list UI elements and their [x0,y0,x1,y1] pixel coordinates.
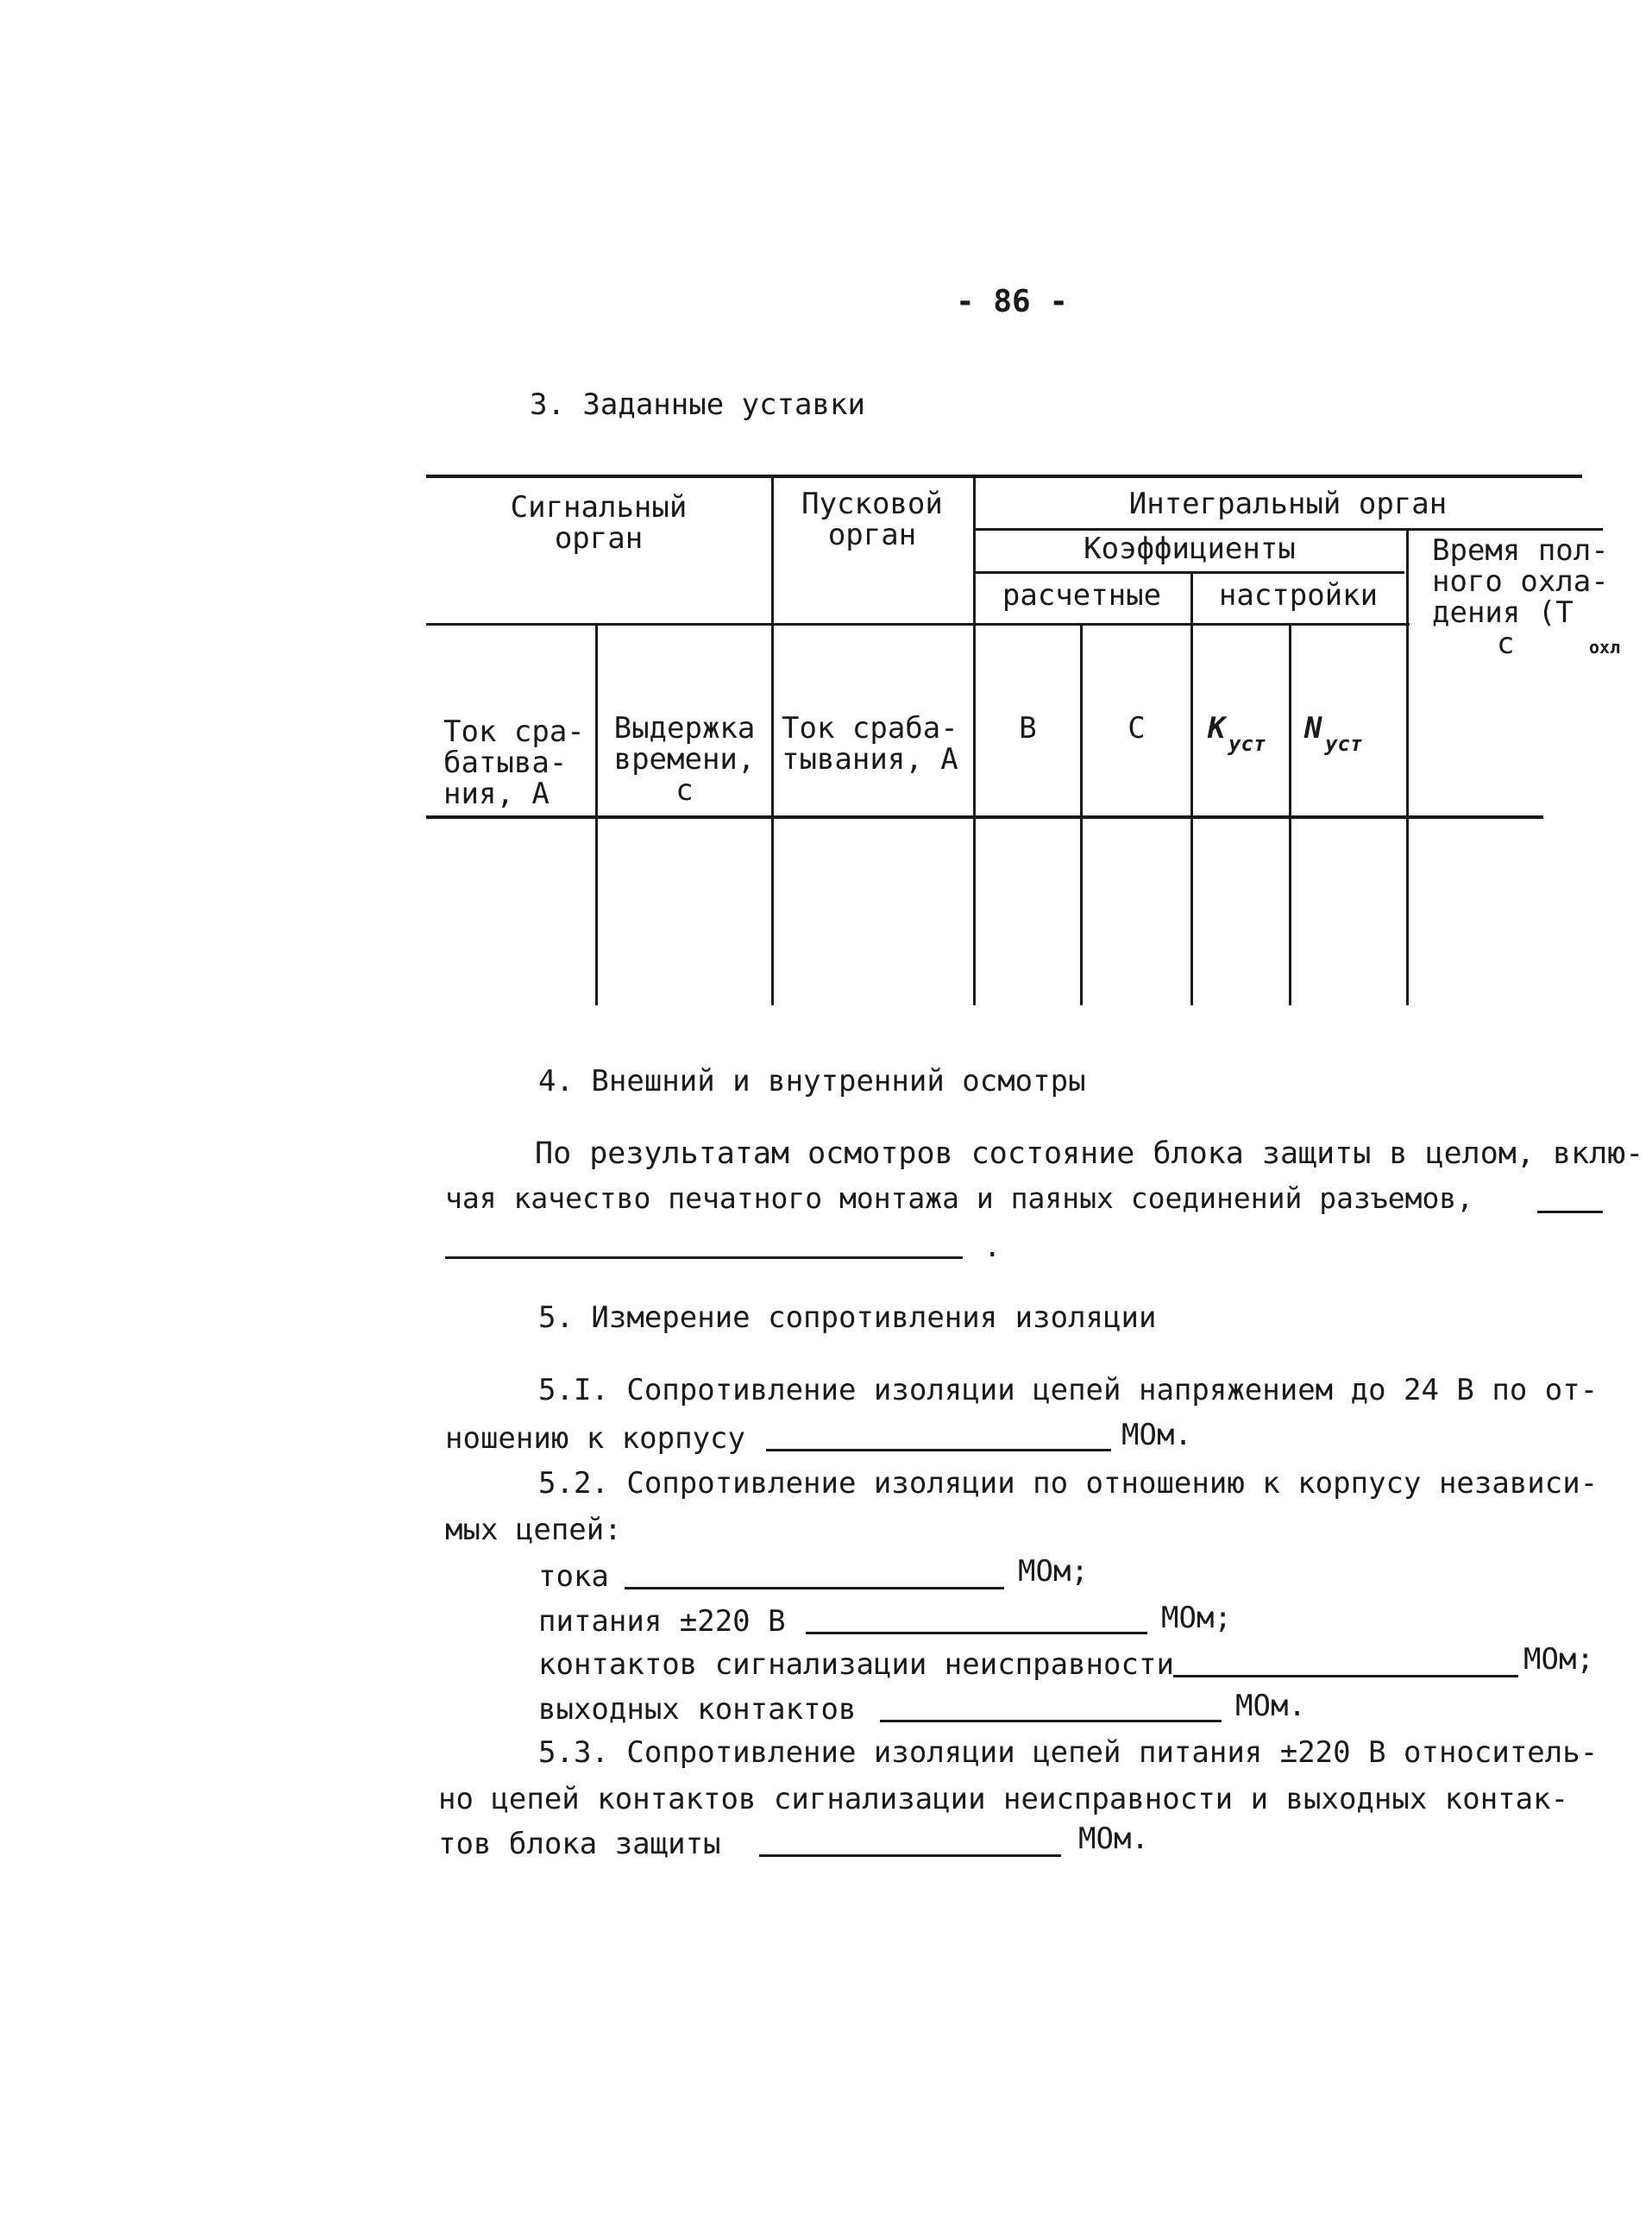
item-current-unit: МОм; [1018,1554,1089,1589]
item-current-blank[interactable] [625,1586,1004,1589]
table-vline-7 [1406,528,1409,1005]
p53-line2: но цепей контактов сигнализации неисправности и выходных контак- [438,1782,1569,1816]
item-current-label: тока [538,1559,609,1594]
item-alarm-label: контактов сигнализации неисправности [538,1647,1174,1682]
table-vline-5 [1190,571,1193,1005]
item-alarm-blank[interactable] [1173,1674,1518,1677]
table-calc-rule [973,571,1404,574]
section4-line2: чая качество печатного монтажа и паяных соединений разъемов, [445,1181,1474,1215]
p53-line1: 5.3. Сопротивление изоляции цепей питания ±220 В относитель- [538,1735,1599,1770]
col-signal-delay: Выдержка времени, с [613,711,756,808]
section4-blank-1[interactable] [1537,1210,1603,1213]
header-calculated: расчетные [1002,578,1162,613]
table-top-rule [426,475,1582,478]
p53-line3-label: тов блока защиты [438,1827,721,1861]
item-power-blank[interactable] [806,1631,1147,1634]
p52-line2: мых цепей: [445,1513,622,1547]
col-k-setting: К уст [1208,711,1266,756]
item-power-unit: МОм; [1161,1601,1232,1635]
p51-line2-label: ношению к корпусу [445,1421,745,1456]
section4-blank-2[interactable] [445,1256,963,1259]
item-output-unit: МОм. [1235,1689,1306,1723]
header-integral-organ: Интегральный орган [1128,487,1448,521]
col-start-current: Ток сраба- тывания, А [782,711,958,777]
header-cooling-time: Время пол- ного охла- дения (Т охл с [1432,533,1621,661]
item-alarm-unit: МОм; [1523,1642,1594,1677]
header-start-organ: Пусковой орган [801,487,943,552]
section4-line1: По результатам осмотров состояние блока защиты в целом, вклю- [535,1136,1644,1171]
p53-blank[interactable] [759,1854,1061,1857]
col-signal-current: Ток сра- батыва- ния, А [443,714,585,811]
section3-heading: 3. Заданные уставки [530,387,865,422]
col-n-setting: N уст [1304,711,1363,756]
table-coeffs-rule [973,528,1603,531]
table-header-rule [426,623,1410,626]
p51-blank[interactable] [766,1448,1111,1451]
p53-unit: МОм. [1078,1822,1149,1856]
p51-unit: МОм. [1121,1418,1192,1452]
table-vline-1 [595,623,598,1005]
col-c: С [1128,711,1146,746]
item-power-label: питания ±220 В [538,1604,786,1639]
section5-heading: 5. Измерение сопротивления изоляции [538,1300,1157,1335]
p52-line1: 5.2. Сопротивление изоляции по отношению к корпусу независи- [538,1466,1599,1501]
col-b: В [1019,711,1037,746]
p51-line1: 5.I. Сопротивление изоляции цепей напряжением до 24 В по от- [538,1373,1599,1407]
page-number: - 86 - [956,284,1069,319]
table-vline-4 [1080,623,1083,1005]
item-output-label: выходных контактов [538,1692,857,1727]
table-headings-bottom-rule [426,815,1543,819]
header-setup: настройки [1218,578,1379,613]
item-output-blank[interactable] [880,1719,1222,1722]
section4-heading: 4. Внешний и внутренний осмотры [538,1064,1086,1098]
header-coefficients: Коэффициенты [1084,532,1296,566]
table-vline-6 [1289,623,1291,1005]
header-signal-organ: Сигнальный орган [510,490,688,556]
section4-line3-end: . [983,1230,1002,1264]
table-vline-2 [771,476,774,1005]
